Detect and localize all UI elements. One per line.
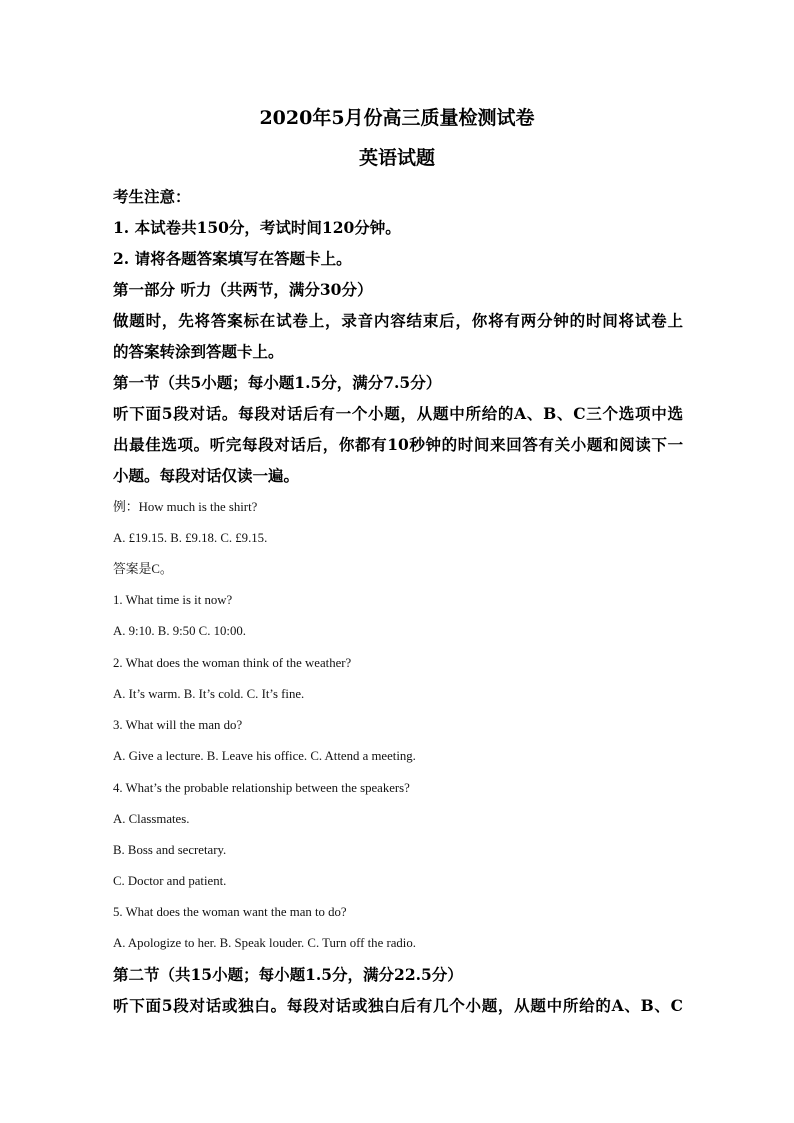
question-5-options: A. Apologize to her. B. Speak louder. C. Turn off the radio. <box>113 936 416 950</box>
question-4-option-a: A. Classmates. <box>113 812 190 826</box>
question-3-options: A. Give a lecture. B. Leave his office. C. Attend a meeting. <box>113 749 416 763</box>
question-3: 3. What will the man do? <box>113 718 243 732</box>
question-1: 1. What time is it now? <box>113 593 233 607</box>
question-4: 4. What’s the probable relationship between the speakers? <box>113 781 410 795</box>
question-2-options: A. It’s warm. B. It’s cold. C. It’s fine. <box>113 687 305 701</box>
exam-title: 2020年5月份高三质量检测试卷 <box>259 107 535 129</box>
part1-instruction-line-1: 做题时，先将答案标在试卷上，录音内容结束后，你将有两分钟的时间将试卷上 <box>113 311 683 330</box>
part1-heading: 第一部分 听力（共两节，满分30分） <box>113 280 373 299</box>
notice-heading: 考生注意： <box>113 187 191 206</box>
section1-instruction-line-3: 小题。每段对话仅读一遍。 <box>113 466 300 485</box>
question-4-option-b: B. Boss and secretary. <box>113 843 227 857</box>
question-2: 2. What does the woman think of the weather? <box>113 656 352 670</box>
example-answer: 答案是C。 <box>113 562 173 576</box>
section1-heading: 第一节（共5小题；每小题1.5分，满分7.5分） <box>113 373 442 392</box>
section1-instruction-line-2: 出最佳选项。听完每段对话后，你都有10秒钟的时间来回答有关小题和阅读下一 <box>113 435 683 454</box>
question-4-option-c: C. Doctor and patient. <box>113 874 227 888</box>
section2-heading: 第二节（共15小题；每小题1.5分，满分22.5分） <box>113 965 463 984</box>
part1-instruction-line-2: 的答案转涂到答题卡上。 <box>113 342 284 361</box>
exam-subtitle: 英语试题 <box>358 147 435 169</box>
notice-item-2: 2. 请将各题答案填写在答题卡上。 <box>113 249 352 268</box>
question-5: 5. What does the woman want the man to do? <box>113 905 347 919</box>
question-1-options: A. 9:10. B. 9:50 C. 10:00. <box>113 624 246 638</box>
section2-instruction-line-1: 听下面5段对话或独白。每段对话或独白后有几个小题，从题中所给的A、B、C <box>113 996 683 1015</box>
notice-item-1: 1. 本试卷共150分，考试时间120分钟。 <box>113 218 401 237</box>
example-options: A. £19.15. B. £9.18. C. £9.15. <box>113 531 268 545</box>
section1-instruction-line-1: 听下面5段对话。每段对话后有一个小题，从题中所给的A、B、C三个选项中选 <box>113 404 683 423</box>
example-question: 例：How much is the shirt? <box>113 500 258 514</box>
